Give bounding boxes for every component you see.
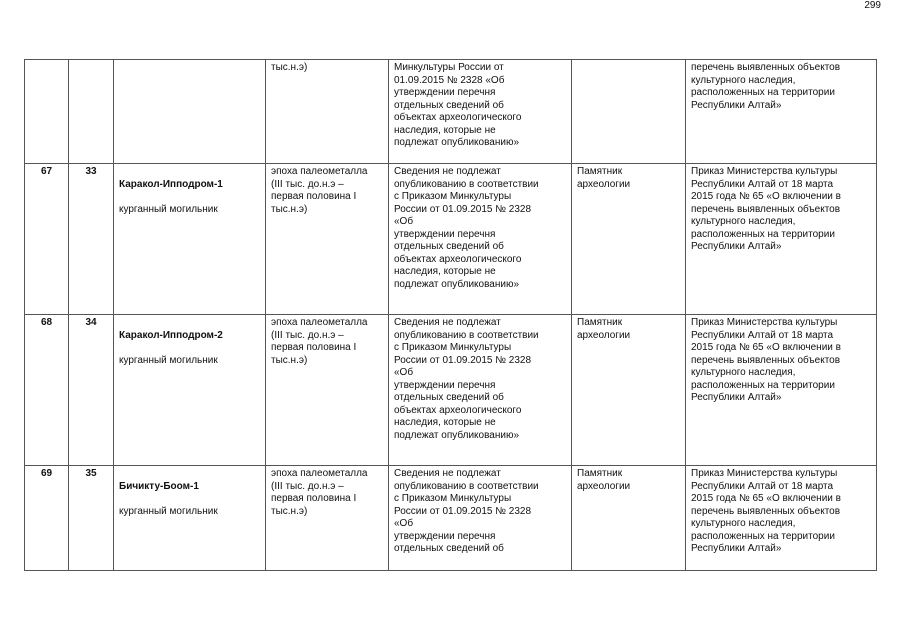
row-number-cell <box>25 60 69 164</box>
page-number: 299 <box>864 0 881 11</box>
row-number-cell: 69 <box>25 466 69 571</box>
table-row <box>25 164 877 315</box>
dating-cell: эпоха палеометалла (III тыс. до.н.э – первая половина I тыс.н.э) <box>266 164 389 315</box>
document-cell: перечень выявленных объектов культурного наследия, расположенных на территории Республики Алтай» <box>686 60 877 164</box>
registry-number-cell: 33 <box>69 164 114 315</box>
document-cell: Приказ Министерства культуры Республики Алтай от 18 марта 2015 года № 65 «О включении в перечень выявленных объектов культурного наследия, расположенных на территории Республики Алтай» <box>686 315 877 466</box>
dating-cell: эпоха палеометалла (III тыс. до.н.э – первая половина I тыс.н.э) <box>266 315 389 466</box>
table-row <box>25 315 877 466</box>
object-type: курганный могильник <box>119 354 218 366</box>
document-cell: Приказ Министерства культуры Республики Алтай от 18 марта 2015 года № 65 «О включении в перечень выявленных объектов культурного наследия, расположенных на территории Республики Алтай» <box>686 164 877 315</box>
dating-cell: тыс.н.э) <box>266 60 389 164</box>
table-row <box>25 60 877 164</box>
category-cell: Памятник археологии <box>572 164 686 315</box>
object-cell <box>114 466 266 571</box>
object-name: Каракол-Ипподром-1 <box>119 178 223 190</box>
heritage-table <box>24 59 877 571</box>
info-cell: Сведения не подлежат опубликованию в соответствии с Приказом Минкультуры России от 01.09.2015 № 2328 «Об утверждении перечня отдельных сведений об <box>389 466 572 571</box>
category-cell: Памятник археологии <box>572 466 686 571</box>
info-cell: Минкультуры России от 01.09.2015 № 2328 «Об утверждении перечня отдельных сведений об объектах археологического наследия, которые не подлежат опубликованию» <box>389 60 572 164</box>
info-cell: Сведения не подлежат опубликованию в соответствии с Приказом Минкультуры России от 01.09.2015 № 2328 «Об утверждении перечня отдельных сведений об объектах археологического наследия, которые не подлежат опубликованию» <box>389 315 572 466</box>
registry-number-cell: 34 <box>69 315 114 466</box>
category-cell <box>572 60 686 164</box>
document-cell: Приказ Министерства культуры Республики Алтай от 18 марта 2015 года № 65 «О включении в перечень выявленных объектов культурного наследия, расположенных на территории Республики Алтай» <box>686 466 877 571</box>
object-cell <box>114 60 266 164</box>
info-cell: Сведения не подлежат опубликованию в соответствии с Приказом Минкультуры России от 01.09.2015 № 2328 «Об утверждении перечня отдельных сведений об объектах археологического наследия, которые не подлежат опубликованию» <box>389 164 572 315</box>
row-number-cell: 68 <box>25 315 69 466</box>
object-cell <box>114 315 266 466</box>
object-type: курганный могильник <box>119 203 218 215</box>
category-cell: Памятник археологии <box>572 315 686 466</box>
object-name: Каракол-Ипподром-2 <box>119 329 223 341</box>
object-cell <box>114 164 266 315</box>
row-number-cell: 67 <box>25 164 69 315</box>
dating-cell: эпоха палеометалла (III тыс. до.н.э – первая половина I тыс.н.э) <box>266 466 389 571</box>
object-name: Бичикту-Боом-1 <box>119 480 199 492</box>
object-type: курганный могильник <box>119 505 218 517</box>
table-row <box>25 466 877 571</box>
registry-number-cell: 35 <box>69 466 114 571</box>
registry-number-cell <box>69 60 114 164</box>
